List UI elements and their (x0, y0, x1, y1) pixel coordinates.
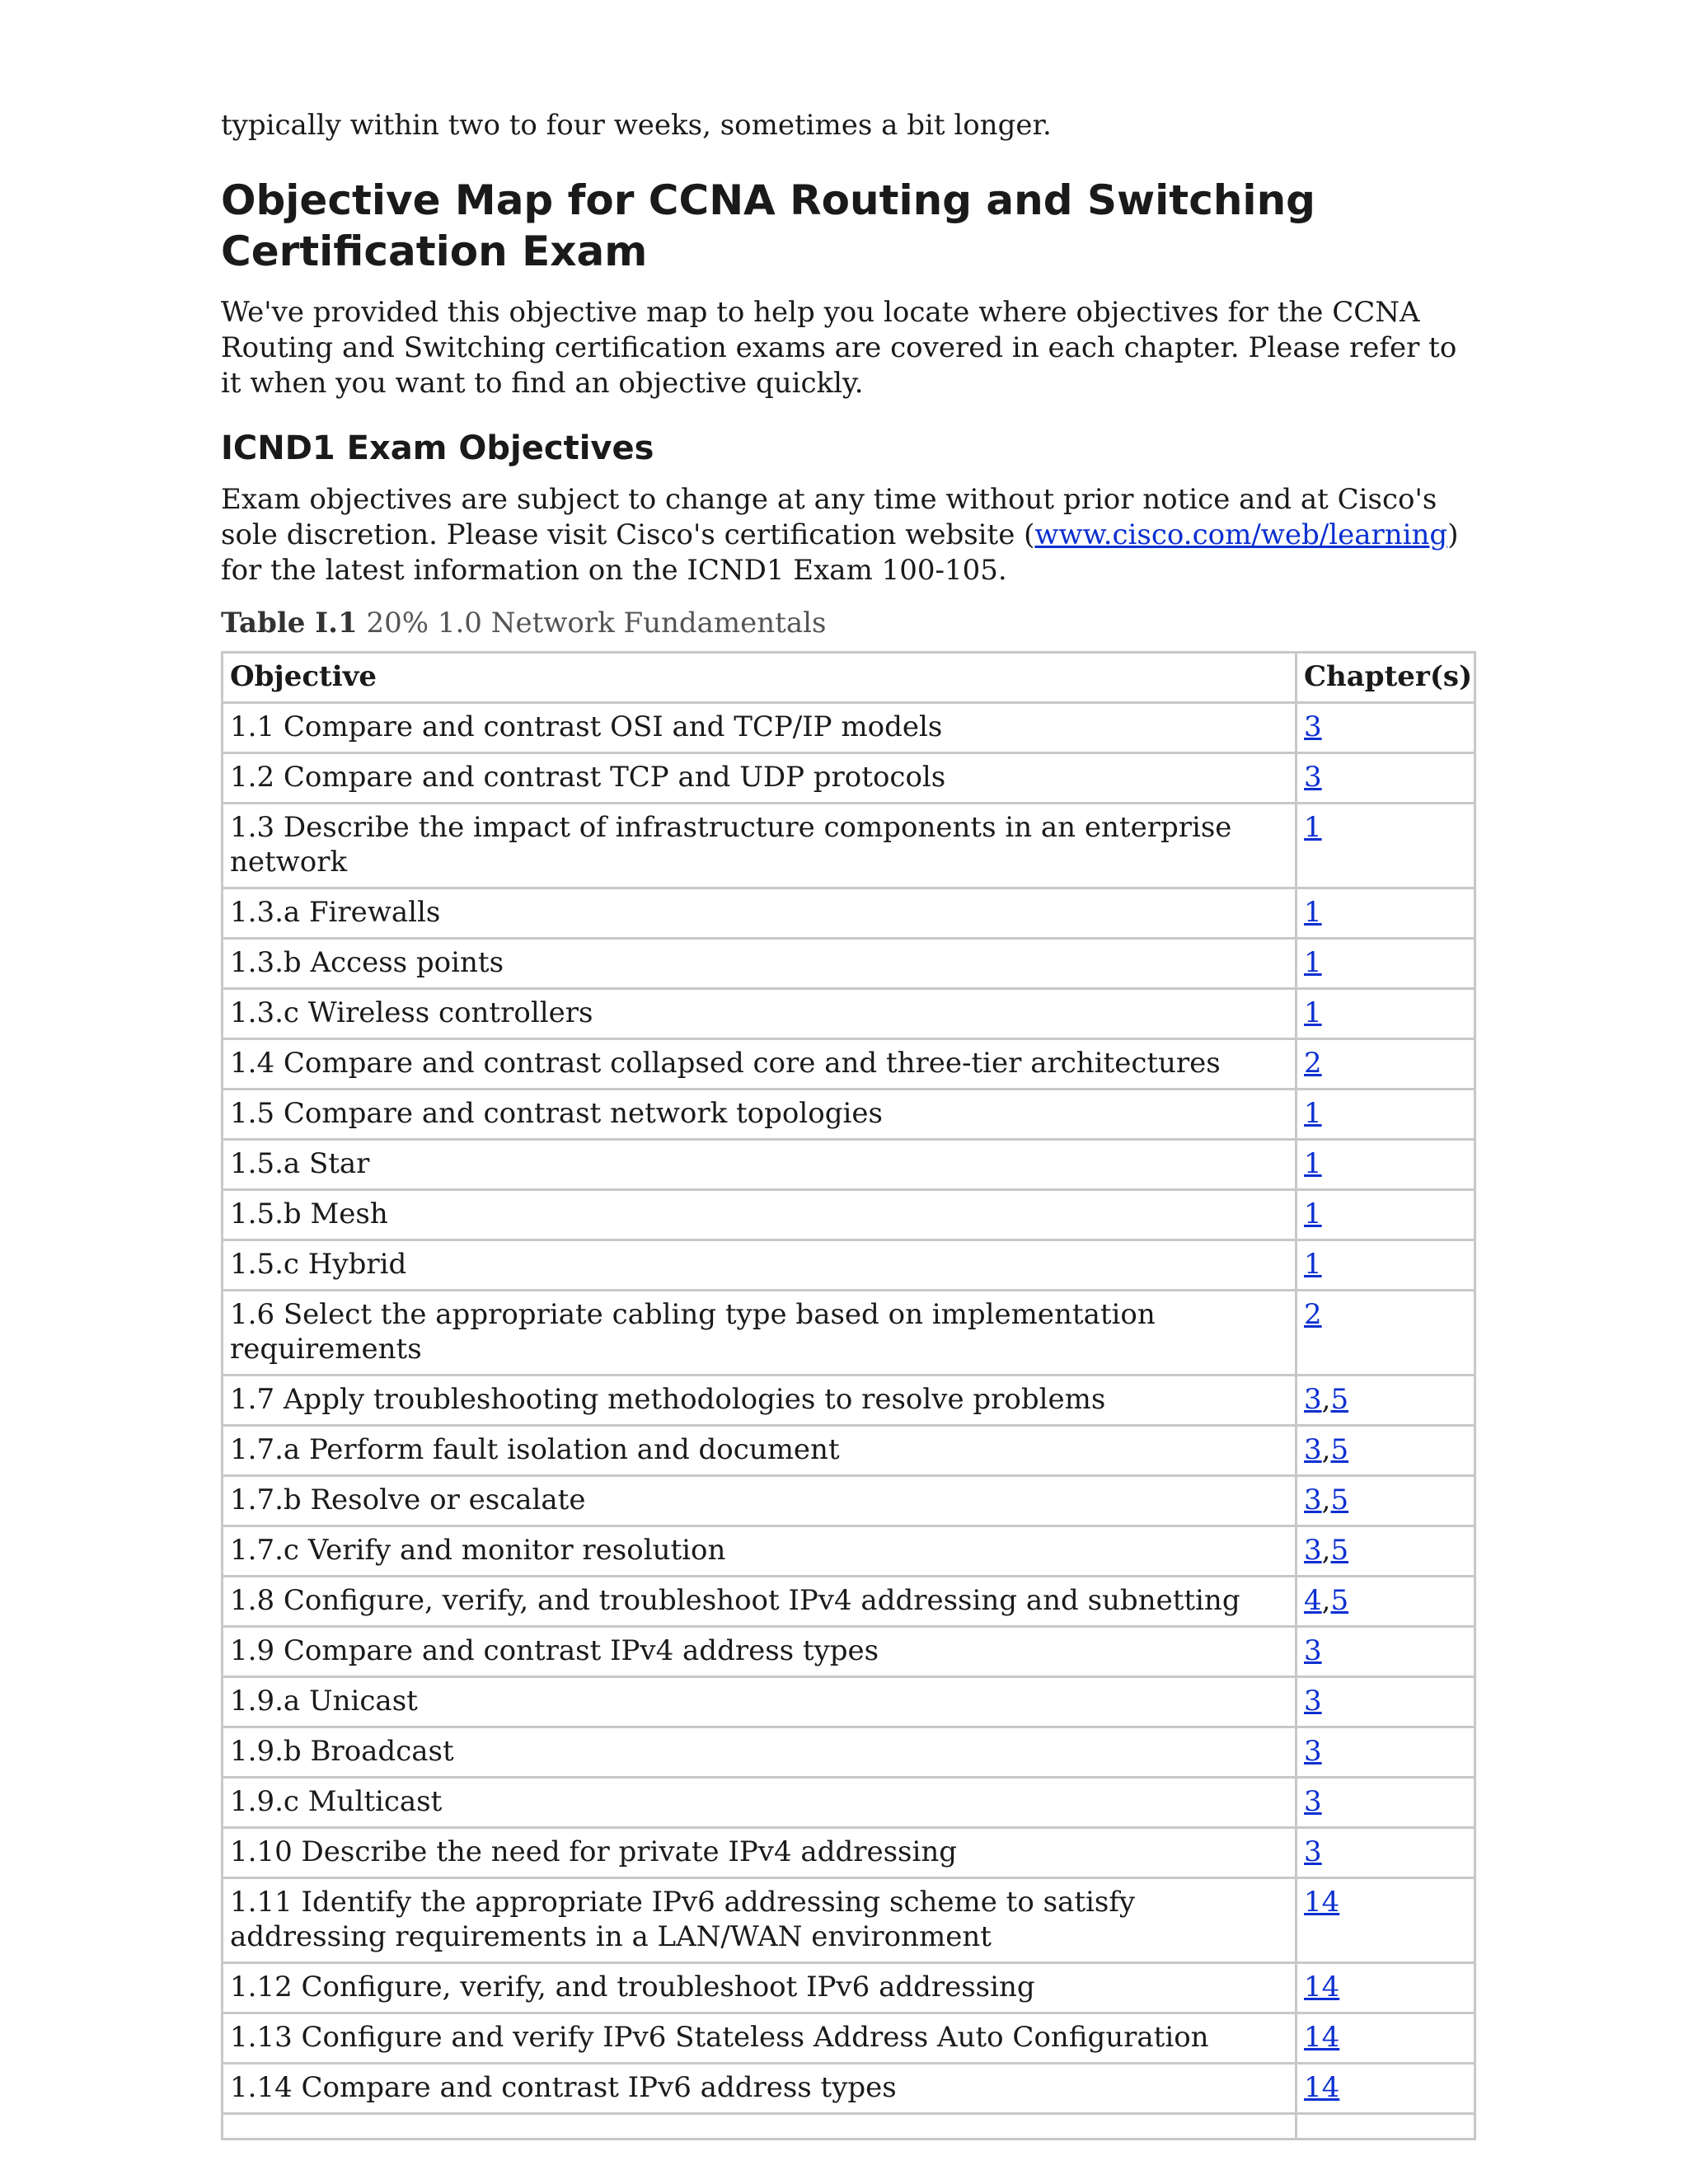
table-row (223, 1828, 1475, 1878)
chapter-link[interactable]: 3 (1304, 1433, 1322, 1466)
objective-cell: 1.2 Compare and contrast TCP and UDP protocols (223, 753, 1296, 804)
table-row (223, 1878, 1475, 1963)
table-row (223, 804, 1475, 888)
chapter-link[interactable]: 5 (1330, 1483, 1349, 1516)
chapters-cell (1296, 1190, 1475, 1240)
chapters-cell (1296, 1963, 1475, 2013)
objective-cell: 1.5.a Star (223, 1140, 1296, 1190)
chapter-link[interactable]: 5 (1330, 1433, 1349, 1466)
chapters-cell (1296, 2064, 1475, 2114)
objective-cell: 1.3.c Wireless controllers (223, 989, 1296, 1039)
chapter-link[interactable]: 3 (1304, 1534, 1322, 1567)
table-row (223, 2013, 1475, 2064)
table-row (223, 1376, 1475, 1426)
table-row (223, 1140, 1475, 1190)
chapter-link[interactable]: 1 (1304, 1197, 1322, 1230)
table-row (223, 1039, 1475, 1090)
chapters-cell (1296, 1240, 1475, 1291)
chapters-cell (1296, 888, 1475, 939)
objective-cell: 1.13 Configure and verify IPv6 Stateless Address Auto Configuration (223, 2013, 1296, 2064)
chapter-link[interactable]: 1 (1304, 1248, 1322, 1281)
notice-after-link: ) for the latest information on the ICND1 Exam 100-105. (221, 518, 1459, 587)
objectives-table (221, 651, 1476, 2140)
chapter-link[interactable]: 3 (1304, 1634, 1322, 1667)
objective-cell: 1.9.a Unicast (223, 1677, 1296, 1727)
chapter-link[interactable]: 5 (1330, 1383, 1349, 1416)
table-row (223, 1627, 1475, 1677)
table-row (223, 989, 1475, 1039)
chapters-cell (1296, 1039, 1475, 1090)
objective-cell: 1.9 Compare and contrast IPv4 address types (223, 1627, 1296, 1677)
chapters-cell (1296, 804, 1475, 888)
objective-cell: 1.7.b Resolve or escalate (223, 1476, 1296, 1526)
chapters-cell (1296, 1778, 1475, 1828)
table-row (223, 939, 1475, 989)
chapter-link[interactable]: 2 (1304, 1047, 1322, 1080)
table-caption-text: 20% 1.0 Network Fundamentals (357, 607, 827, 640)
objective-cell: 1.6 Select the appropriate cabling type based on implementation requirements (223, 1291, 1296, 1376)
chapter-link[interactable]: 5 (1330, 1584, 1349, 1617)
header-chapters: Chapter(s) (1296, 653, 1475, 703)
table-row (223, 888, 1475, 939)
objective-cell: 1.7.c Verify and monitor resolution (223, 1526, 1296, 1577)
chapters-cell (1296, 1677, 1475, 1727)
objective-cell: 1.3.a Firewalls (223, 888, 1296, 939)
chapters-cell (1296, 753, 1475, 804)
chapter-link[interactable]: 14 (1304, 1886, 1340, 1919)
chapter-link[interactable]: 1 (1304, 946, 1322, 979)
objective-cell: 1.7.a Perform fault isolation and document (223, 1426, 1296, 1476)
chapter-link[interactable]: 14 (1304, 2071, 1340, 2104)
chapters-cell (1296, 1140, 1475, 1190)
table-row (223, 1291, 1475, 1376)
chapters-cell (1296, 2114, 1475, 2139)
objective-cell: 1.1 Compare and contrast OSI and TCP/IP models (223, 703, 1296, 753)
objective-cell: 1.7 Apply troubleshooting methodologies to resolve problems (223, 1376, 1296, 1426)
table-caption (221, 605, 1474, 641)
chapters-cell (1296, 1727, 1475, 1778)
objective-cell: 1.9.c Multicast (223, 1778, 1296, 1828)
table-row (223, 1090, 1475, 1140)
chapter-link[interactable]: 3 (1304, 761, 1322, 794)
table-header-row (223, 653, 1475, 703)
chapter-link[interactable]: 1 (1304, 1097, 1322, 1130)
table-row (223, 1476, 1475, 1526)
chapter-separator: , (1321, 1483, 1331, 1516)
table-row (223, 1963, 1475, 2013)
objective-cell: 1.12 Configure, verify, and troubleshoot IPv6 addressing (223, 1963, 1296, 2013)
table-row (223, 1240, 1475, 1291)
chapters-cell (1296, 703, 1475, 753)
table-row (223, 1677, 1475, 1727)
chapters-cell (1296, 1476, 1475, 1526)
chapters-cell (1296, 1090, 1475, 1140)
table-row (223, 1778, 1475, 1828)
intro-paragraph: We've provided this objective map to help you locate where objectives for the CCNA Routing and Switching certification exams are covered in each chapter. Please refer to it when you want to find an objective quickly. (221, 296, 1457, 400)
objective-cell: 1.8 Configure, verify, and troubleshoot IPv4 addressing and subnetting (223, 1577, 1296, 1627)
chapter-link[interactable]: 3 (1304, 1483, 1322, 1516)
chapters-cell (1296, 2013, 1475, 2064)
table-row-continued (223, 2114, 1475, 2139)
objective-cell: 1.3.b Access points (223, 939, 1296, 989)
chapter-link[interactable]: 1 (1304, 896, 1322, 929)
objective-cell: 1.5.c Hybrid (223, 1240, 1296, 1291)
page-title (221, 175, 1474, 277)
chapter-link[interactable]: 4 (1304, 1584, 1322, 1617)
objective-cell: 1.9.b Broadcast (223, 1727, 1296, 1778)
chapters-cell (1296, 989, 1475, 1039)
chapter-link[interactable]: 3 (1304, 710, 1322, 743)
table-row (223, 2064, 1475, 2114)
chapter-link[interactable]: 14 (1304, 1971, 1340, 2004)
chapter-link[interactable]: 3 (1304, 1735, 1322, 1768)
table-row (223, 1526, 1475, 1577)
notice-paragraph (221, 482, 1474, 588)
chapter-link[interactable]: 5 (1330, 1534, 1349, 1567)
document-page (221, 107, 1474, 2140)
section-title: ICND1 Exam Objectives (221, 429, 654, 467)
table-row (223, 1577, 1475, 1627)
page-title-line2: Certification Exam (221, 227, 648, 275)
notice-before-link: Exam objectives are subject to change at any time without prior notice and at Cisco's sole discretion. Please visit Cisco's certification website ( (221, 483, 1437, 551)
objective-cell (223, 2114, 1296, 2139)
chapter-link[interactable]: 1 (1304, 996, 1322, 1029)
objective-cell: 1.14 Compare and contrast IPv6 address types (223, 2064, 1296, 2114)
table-row (223, 1727, 1475, 1778)
objective-cell: 1.5.b Mesh (223, 1190, 1296, 1240)
chapters-cell (1296, 1577, 1475, 1627)
chapter-separator: , (1321, 1383, 1331, 1416)
chapters-cell (1296, 939, 1475, 989)
table-row (223, 753, 1475, 804)
chapters-cell (1296, 1878, 1475, 1963)
table-row (223, 1426, 1475, 1476)
chapter-link[interactable]: 3 (1304, 1685, 1322, 1718)
objective-cell: 1.4 Compare and contrast collapsed core and three-tier architectures (223, 1039, 1296, 1090)
chapter-separator: , (1321, 1584, 1331, 1617)
table-row (223, 703, 1475, 753)
chapters-cell (1296, 1426, 1475, 1476)
objective-cell: 1.5 Compare and contrast network topologies (223, 1090, 1296, 1140)
chapters-cell (1296, 1627, 1475, 1677)
chapter-separator: , (1321, 1534, 1331, 1567)
chapters-cell (1296, 1291, 1475, 1376)
chapter-link[interactable]: 3 (1304, 1835, 1322, 1868)
objectives-table-body (223, 703, 1475, 2139)
chapter-link[interactable]: 1 (1304, 1147, 1322, 1180)
chapters-cell (1296, 1376, 1475, 1426)
table-caption-label: Table I.1 (221, 607, 358, 640)
table-row (223, 1190, 1475, 1240)
chapter-link[interactable]: 2 (1304, 1298, 1322, 1331)
chapters-cell (1296, 1828, 1475, 1878)
intro-line: typically within two to four weeks, sometimes a bit longer. (221, 109, 1052, 142)
cisco-learning-link[interactable]: www.cisco.com/web/learning (1034, 518, 1448, 551)
chapter-link[interactable]: 1 (1304, 811, 1322, 844)
objective-cell: 1.11 Identify the appropriate IPv6 addressing scheme to satisfy addressing requirements in a LAN/WAN environment (223, 1878, 1296, 1963)
chapter-separator: , (1321, 1433, 1331, 1466)
header-objective: Objective (223, 653, 1296, 703)
objective-cell: 1.3 Describe the impact of infrastructure components in an enterprise network (223, 804, 1296, 888)
chapter-link[interactable]: 14 (1304, 2021, 1340, 2054)
chapter-link[interactable]: 3 (1304, 1383, 1322, 1416)
page-title-line1: Objective Map for CCNA Routing and Switching (221, 176, 1315, 224)
chapters-cell (1296, 1526, 1475, 1577)
objective-cell: 1.10 Describe the need for private IPv4 addressing (223, 1828, 1296, 1878)
chapter-link[interactable]: 3 (1304, 1785, 1322, 1818)
